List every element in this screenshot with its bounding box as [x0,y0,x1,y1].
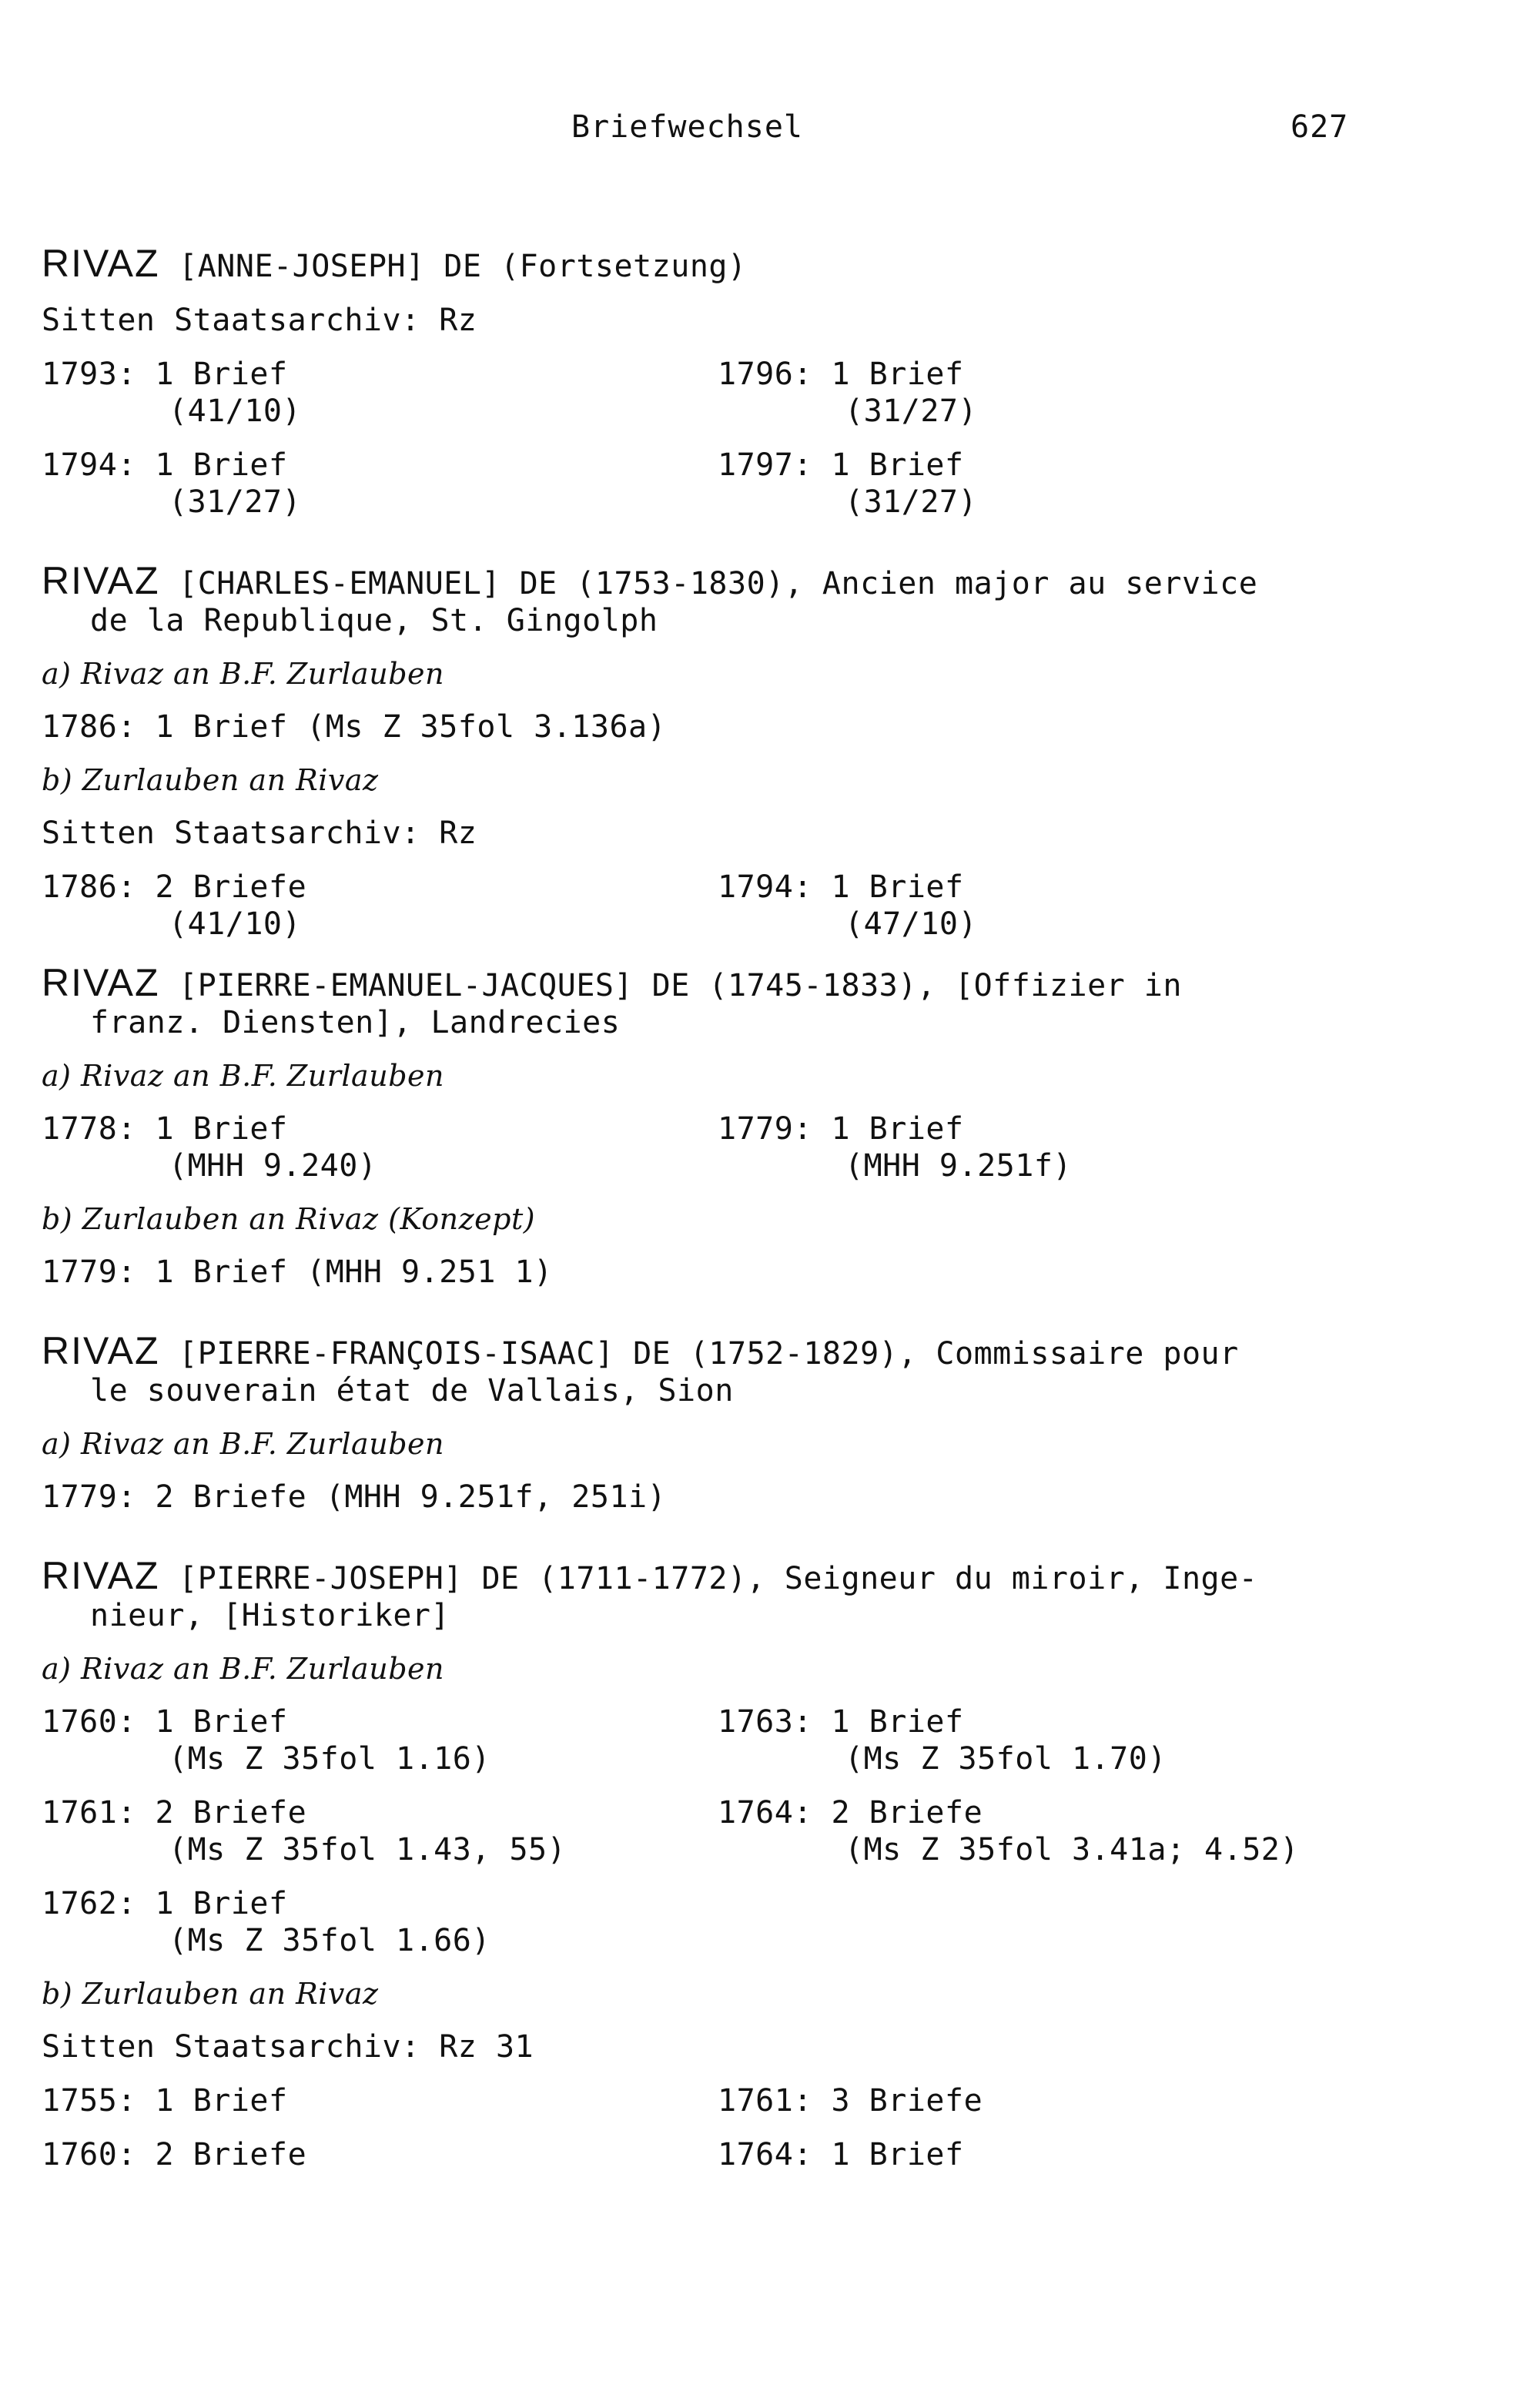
letter-cell [718,356,977,430]
year: 1763: [718,1704,812,1740]
entry-anne-joseph [42,242,1397,521]
letter-cell [718,2136,964,2173]
letter-cell [42,447,301,521]
letter-grid [42,447,1397,521]
letter-count: 1 Brief [831,1111,964,1147]
letter-cell [718,1703,1167,1777]
letter-cell [718,1110,1072,1184]
section-a-label: a) Rivaz an B.F. Zurlauben [42,1427,444,1461]
entry-pierre-francois-isaac [42,1329,1397,1516]
entry-heading-cont: nieur, [Historiker] [90,1598,450,1633]
letter-count: 2 Briefe [831,1795,983,1831]
entry-heading-cont: franz. Diensten], Landrecies [90,1005,621,1040]
letter-cell [718,2082,983,2119]
archive-line: Sitten Staatsarchiv: Rz [42,816,477,851]
reference: (41/10) [169,394,302,429]
archive-line: Sitten Staatsarchiv: Rz [42,303,477,338]
letter-count: 1 Brief [831,2137,964,2172]
reference: (Ms Z 35fol 1.43, 55) [169,1832,567,1867]
reference: (31/27) [169,484,302,520]
letter-grid [42,1794,1397,1868]
letter-count: 1 Brief [155,447,288,483]
entry-heading: [PIERRE-JOSEPH] DE (1711-1772), Seigneur du miroir, Inge- [179,1561,1258,1596]
page-number: 627 [1291,109,1349,145]
letter-grid [42,356,1397,430]
entry-heading: [CHARLES-EMANUEL] DE (1753-1830), Ancien major au service [179,566,1258,601]
year: 1778: [42,1111,136,1147]
reference: (Ms Z 35fol 1.66) [169,1923,490,1958]
letter-count: 1 Brief [831,1704,964,1740]
reference: (Ms Z 35fol 3.41a; 4.52) [845,1832,1299,1867]
section-b-label: b) Zurlauben an Rivaz [42,1977,379,2011]
year: 1764: [718,1795,812,1831]
entry-name: RIVAZ [42,242,160,285]
letter-grid [42,2136,1397,2173]
letter-grid [42,1110,1397,1184]
letter-grid [42,1885,1397,1959]
letter-line: 1779: 2 Briefe (MHH 9.251f, 251i) [42,1479,667,1515]
section-b-label: b) Zurlauben an Rivaz [42,763,379,797]
page-header [0,109,1540,148]
letter-cell [42,1703,490,1777]
letter-count: 2 Briefe [155,1795,307,1831]
section-b-label: b) Zurlauben an Rivaz (Konzept) [42,1202,536,1236]
letter-cell [42,1885,490,1959]
entry-heading-cont: de la Republique, St. Gingolph [90,603,658,638]
letter-grid [42,2082,1397,2119]
letter-count: 1 Brief [831,869,964,905]
entry-pierre-emanuel-jacques [42,961,1397,1291]
entry-name: RIVAZ [42,961,160,1004]
year: 1786: [42,869,136,905]
reference: (Ms Z 35fol 1.70) [845,1741,1167,1777]
letter-cell [42,2136,306,2173]
reference: (MHH 9.251f) [845,1148,1072,1184]
page-body [42,242,1397,2173]
year: 1762: [42,1886,136,1921]
year: 1760: [42,1704,136,1740]
letter-count: 1 Brief [155,2083,288,2119]
entry-name: RIVAZ [42,559,160,602]
running-title: Briefwechsel [571,109,803,145]
year: 1779: [718,1111,812,1147]
year: 1761: [42,1795,136,1831]
letter-count: 1 Brief [831,447,964,483]
letter-count: 1 Brief [155,357,288,392]
year: 1793: [42,357,136,392]
reference: (41/10) [169,906,302,942]
letter-cell [42,2082,288,2119]
letter-cell [718,447,977,521]
year: 1761: [718,2083,812,2119]
letter-count: 2 Briefe [155,869,307,905]
letter-count: 1 Brief [831,357,964,392]
entry-heading: [PIERRE-EMANUEL-JACQUES] DE (1745-1833), [Offizier in [179,968,1182,1003]
letter-cell [718,869,977,943]
letter-grid [42,869,1397,943]
letter-count: 2 Briefe [155,2137,307,2172]
reference: (MHH 9.240) [169,1148,377,1184]
letter-count: 1 Brief [155,1886,288,1921]
letter-count: 1 Brief [155,1704,288,1740]
year: 1794: [42,447,136,483]
year: 1796: [718,357,812,392]
archive-line: Sitten Staatsarchiv: Rz 31 [42,2029,534,2065]
letter-cell [42,356,301,430]
letter-cell [42,1794,566,1868]
letter-line: 1786: 1 Brief (Ms Z 35fol 3.136a) [42,709,667,745]
entry-name: RIVAZ [42,1329,160,1372]
entry-charles-emanuel [42,559,1397,943]
reference: (Ms Z 35fol 1.16) [169,1741,490,1777]
entry-heading: [PIERRE-FRANÇOIS-ISAAC] DE (1752-1829), Commissaire pour [179,1336,1239,1372]
letter-line: 1779: 1 Brief (MHH 9.251 1) [42,1254,553,1290]
letter-count: 3 Briefe [831,2083,983,2119]
entry-pierre-joseph [42,1554,1397,2173]
entry-heading-cont: le souverain état de Vallais, Sion [90,1373,734,1409]
year: 1797: [718,447,812,483]
entry-heading: [ANNE-JOSEPH] DE (Fortsetzung) [179,249,747,284]
section-a-label: a) Rivaz an B.F. Zurlauben [42,657,444,691]
reference: (47/10) [845,906,978,942]
letter-grid [42,1703,1397,1777]
section-a-label: a) Rivaz an B.F. Zurlauben [42,1652,444,1686]
letter-cell [42,1110,377,1184]
letter-cell [42,869,306,943]
year: 1794: [718,869,812,905]
year: 1760: [42,2137,136,2172]
year: 1755: [42,2083,136,2119]
reference: (31/27) [845,394,978,429]
letter-count: 1 Brief [155,1111,288,1147]
section-a-label: a) Rivaz an B.F. Zurlauben [42,1059,444,1093]
reference: (31/27) [845,484,978,520]
year: 1764: [718,2137,812,2172]
letter-cell [718,1794,1299,1868]
entry-name: RIVAZ [42,1554,160,1597]
